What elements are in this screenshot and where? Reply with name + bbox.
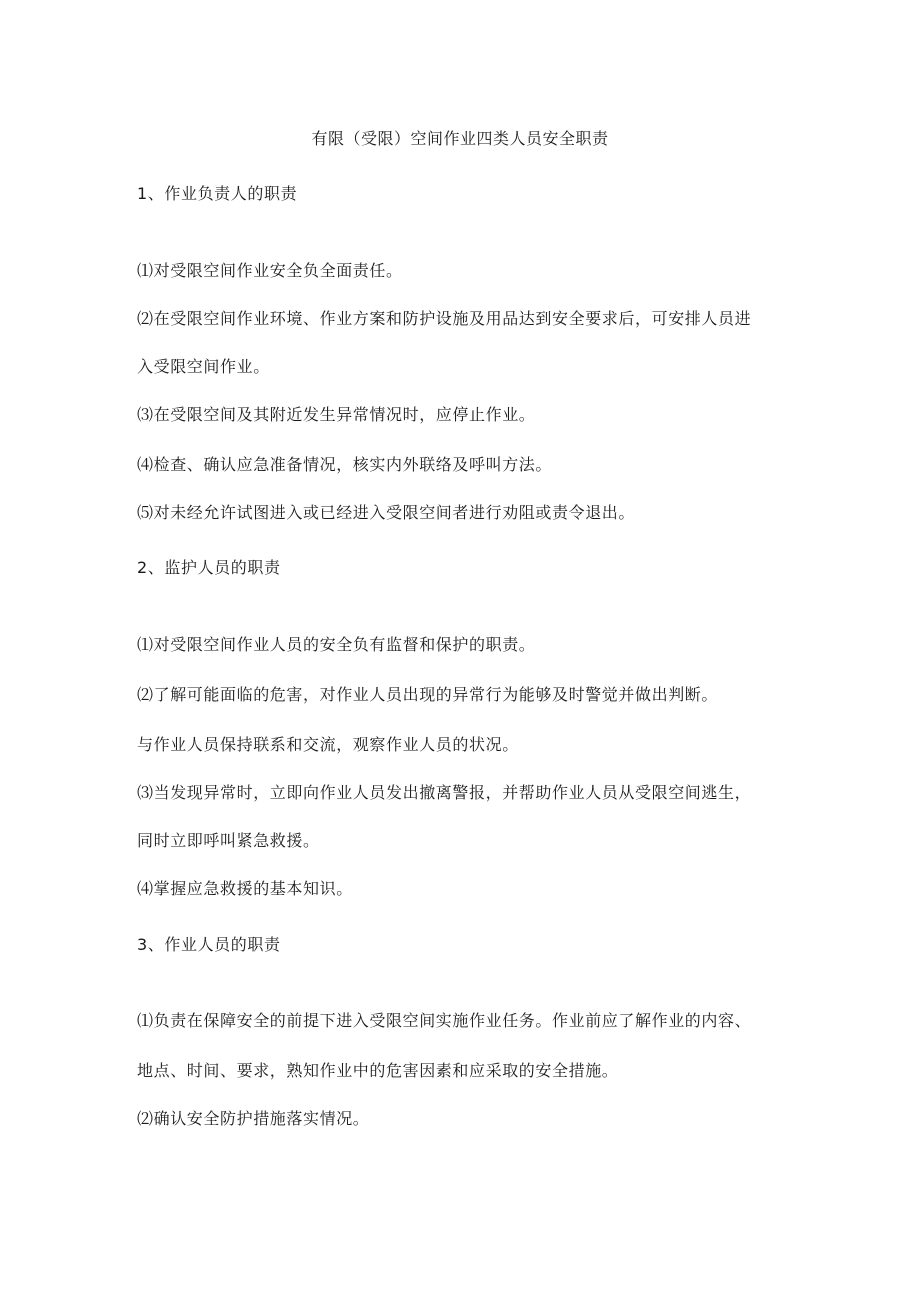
paragraph-line: 同时立即呼叫紧急救援。 [137, 831, 320, 850]
paragraph-line: 入受限空间作业。 [137, 357, 270, 376]
section-number: 2 [137, 558, 148, 577]
paragraph-line: ⑶在受限空间及其附近发生异常情况时，应停止作业。 [137, 405, 536, 424]
paragraph-line: ⑷检查、确认应急准备情况，核实内外联络及呼叫方法。 [137, 455, 553, 474]
paragraph-line: ⑴负责在保障安全的前提下进入受限空间实施作业任务。作业前应了解作业的内容、 [137, 1011, 752, 1030]
section-heading-3 [137, 932, 281, 955]
section-heading-text: 、作业人员的职责 [147, 935, 281, 954]
paragraph-line: ⑵确认安全防护措施落实情况。 [137, 1109, 370, 1128]
paragraph-line: ⑵在受限空间作业环境、作业方案和防护设施及用品达到安全要求后，可安排人员进 [137, 309, 752, 328]
paragraph-line: ⑴对受限空间作业安全负全面责任。 [137, 261, 403, 280]
section-number: 1 [137, 184, 148, 203]
paragraph-line: ⑵了解可能面临的危害，对作业人员出现的异常行为能够及时警觉并做出判断。 [137, 685, 719, 704]
paragraph-line: ⑷掌握应急救援的基本知识。 [137, 879, 353, 898]
paragraph-line: 与作业人员保持联系和交流，观察作业人员的状况。 [137, 735, 519, 754]
section-heading-text: 、作业负责人的职责 [147, 184, 298, 203]
paragraph-line: ⑶当发现异常时，立即向作业人员发出撤离警报，并帮助作业人员从受限空间逃生， [137, 783, 752, 802]
section-heading-1 [137, 181, 297, 204]
paragraph-line: ⑴对受限空间作业人员的安全负有监督和保护的职责。 [137, 635, 536, 654]
document-title: 有限（受限）空间作业四类人员安全职责 [311, 129, 609, 148]
paragraph-line: 地点、时间、要求，熟知作业中的危害因素和应采取的安全措施。 [137, 1061, 619, 1080]
paragraph-line: ⑸对未经允许试图进入或已经进入受限空间者进行劝阻或责令退出。 [137, 503, 636, 522]
section-heading-text: 、监护人员的职责 [147, 558, 281, 577]
section-heading-2 [137, 555, 281, 578]
section-number: 3 [137, 935, 148, 954]
